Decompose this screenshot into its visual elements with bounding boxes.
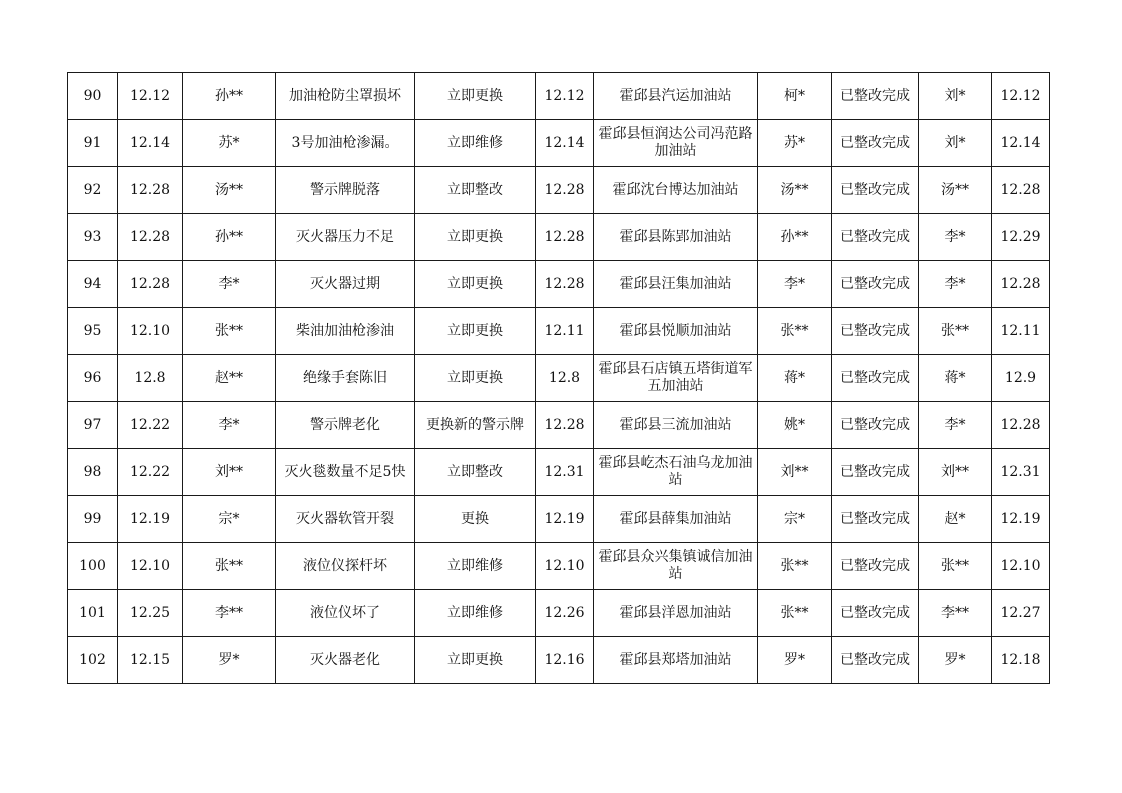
cell-row-number: 98 bbox=[68, 449, 118, 496]
cell-status: 已整改完成 bbox=[832, 355, 919, 402]
cell-measure: 立即维修 bbox=[415, 590, 536, 637]
cell-found-date: 12.14 bbox=[118, 120, 183, 167]
cell-issue: 灭火器压力不足 bbox=[276, 214, 415, 261]
cell-found-date: 12.19 bbox=[118, 496, 183, 543]
cell-measure: 立即维修 bbox=[415, 120, 536, 167]
cell-inspector: 宗* bbox=[183, 496, 276, 543]
cell-row-number: 93 bbox=[68, 214, 118, 261]
cell-status: 已整改完成 bbox=[832, 590, 919, 637]
table-row bbox=[68, 637, 1050, 684]
cell-responsible: 柯* bbox=[758, 73, 832, 120]
cell-verifier: 张** bbox=[919, 543, 992, 590]
cell-inspector: 张** bbox=[183, 308, 276, 355]
table-row bbox=[68, 402, 1050, 449]
cell-row-number: 92 bbox=[68, 167, 118, 214]
cell-station: 霍邱县洋恩加油站 bbox=[594, 590, 758, 637]
cell-station: 霍邱县薛集加油站 bbox=[594, 496, 758, 543]
cell-station: 霍邱县石店镇五塔街道军五加油站 bbox=[594, 355, 758, 402]
cell-deadline: 12.28 bbox=[536, 402, 594, 449]
cell-deadline: 12.8 bbox=[536, 355, 594, 402]
rectification-table bbox=[67, 72, 1050, 684]
cell-done-date: 12.14 bbox=[992, 120, 1050, 167]
cell-responsible: 罗* bbox=[758, 637, 832, 684]
cell-deadline: 12.10 bbox=[536, 543, 594, 590]
cell-done-date: 12.28 bbox=[992, 402, 1050, 449]
cell-deadline: 12.26 bbox=[536, 590, 594, 637]
cell-verifier: 刘* bbox=[919, 120, 992, 167]
table-row bbox=[68, 590, 1050, 637]
cell-station: 霍邱县悦顺加油站 bbox=[594, 308, 758, 355]
cell-deadline: 12.11 bbox=[536, 308, 594, 355]
cell-row-number: 91 bbox=[68, 120, 118, 167]
cell-done-date: 12.31 bbox=[992, 449, 1050, 496]
cell-issue: 液位仪探杆坏 bbox=[276, 543, 415, 590]
cell-station: 霍邱县汪集加油站 bbox=[594, 261, 758, 308]
cell-inspector: 刘** bbox=[183, 449, 276, 496]
cell-station: 霍邱沈台博达加油站 bbox=[594, 167, 758, 214]
table-body bbox=[68, 73, 1050, 684]
cell-station: 霍邱县陈郢加油站 bbox=[594, 214, 758, 261]
cell-deadline: 12.28 bbox=[536, 261, 594, 308]
cell-issue: 灭火器软管开裂 bbox=[276, 496, 415, 543]
cell-deadline: 12.16 bbox=[536, 637, 594, 684]
cell-verifier: 刘* bbox=[919, 73, 992, 120]
cell-deadline: 12.28 bbox=[536, 214, 594, 261]
cell-inspector: 孙** bbox=[183, 73, 276, 120]
cell-found-date: 12.10 bbox=[118, 543, 183, 590]
cell-row-number: 101 bbox=[68, 590, 118, 637]
cell-issue: 加油枪防尘罩损坏 bbox=[276, 73, 415, 120]
cell-measure: 立即更换 bbox=[415, 308, 536, 355]
cell-verifier: 张** bbox=[919, 308, 992, 355]
cell-responsible: 刘** bbox=[758, 449, 832, 496]
cell-responsible: 宗* bbox=[758, 496, 832, 543]
cell-deadline: 12.31 bbox=[536, 449, 594, 496]
cell-measure: 立即整改 bbox=[415, 449, 536, 496]
table-row bbox=[68, 261, 1050, 308]
cell-measure: 立即更换 bbox=[415, 355, 536, 402]
cell-done-date: 12.19 bbox=[992, 496, 1050, 543]
cell-verifier: 李* bbox=[919, 402, 992, 449]
cell-measure: 立即维修 bbox=[415, 543, 536, 590]
cell-responsible: 李* bbox=[758, 261, 832, 308]
table-row bbox=[68, 214, 1050, 261]
cell-row-number: 95 bbox=[68, 308, 118, 355]
table-row bbox=[68, 73, 1050, 120]
cell-station: 霍邱县汽运加油站 bbox=[594, 73, 758, 120]
cell-inspector: 罗* bbox=[183, 637, 276, 684]
table-row bbox=[68, 167, 1050, 214]
cell-status: 已整改完成 bbox=[832, 167, 919, 214]
table-row bbox=[68, 543, 1050, 590]
table-row bbox=[68, 449, 1050, 496]
cell-measure: 立即更换 bbox=[415, 261, 536, 308]
table-row bbox=[68, 308, 1050, 355]
cell-status: 已整改完成 bbox=[832, 120, 919, 167]
cell-measure: 立即更换 bbox=[415, 637, 536, 684]
cell-done-date: 12.29 bbox=[992, 214, 1050, 261]
cell-inspector: 孙** bbox=[183, 214, 276, 261]
table-row bbox=[68, 496, 1050, 543]
table-row bbox=[68, 355, 1050, 402]
cell-row-number: 99 bbox=[68, 496, 118, 543]
cell-inspector: 汤** bbox=[183, 167, 276, 214]
table-row bbox=[68, 120, 1050, 167]
cell-verifier: 李* bbox=[919, 261, 992, 308]
cell-done-date: 12.28 bbox=[992, 167, 1050, 214]
cell-found-date: 12.12 bbox=[118, 73, 183, 120]
cell-found-date: 12.8 bbox=[118, 355, 183, 402]
cell-deadline: 12.14 bbox=[536, 120, 594, 167]
cell-deadline: 12.28 bbox=[536, 167, 594, 214]
cell-station: 霍邱县恒润达公司冯范路加油站 bbox=[594, 120, 758, 167]
cell-row-number: 102 bbox=[68, 637, 118, 684]
cell-issue: 液位仪坏了 bbox=[276, 590, 415, 637]
cell-responsible: 苏* bbox=[758, 120, 832, 167]
cell-done-date: 12.18 bbox=[992, 637, 1050, 684]
cell-status: 已整改完成 bbox=[832, 637, 919, 684]
cell-station: 霍邱县屹杰石油乌龙加油站 bbox=[594, 449, 758, 496]
cell-responsible: 蒋* bbox=[758, 355, 832, 402]
cell-measure: 立即整改 bbox=[415, 167, 536, 214]
cell-station: 霍邱县三流加油站 bbox=[594, 402, 758, 449]
cell-issue: 柴油加油枪渗油 bbox=[276, 308, 415, 355]
cell-status: 已整改完成 bbox=[832, 543, 919, 590]
cell-inspector: 李* bbox=[183, 261, 276, 308]
cell-responsible: 张** bbox=[758, 543, 832, 590]
cell-inspector: 赵** bbox=[183, 355, 276, 402]
cell-issue: 警示牌老化 bbox=[276, 402, 415, 449]
cell-inspector: 李** bbox=[183, 590, 276, 637]
cell-row-number: 96 bbox=[68, 355, 118, 402]
cell-done-date: 12.12 bbox=[992, 73, 1050, 120]
cell-done-date: 12.9 bbox=[992, 355, 1050, 402]
cell-issue: 灭火器老化 bbox=[276, 637, 415, 684]
cell-issue: 灭火毯数量不足5快 bbox=[276, 449, 415, 496]
cell-measure: 更换新的警示牌 bbox=[415, 402, 536, 449]
cell-row-number: 97 bbox=[68, 402, 118, 449]
cell-issue: 3号加油枪渗漏。 bbox=[276, 120, 415, 167]
cell-verifier: 赵* bbox=[919, 496, 992, 543]
cell-station: 霍邱县郑塔加油站 bbox=[594, 637, 758, 684]
cell-row-number: 94 bbox=[68, 261, 118, 308]
cell-measure: 立即更换 bbox=[415, 73, 536, 120]
cell-row-number: 90 bbox=[68, 73, 118, 120]
cell-found-date: 12.22 bbox=[118, 449, 183, 496]
cell-verifier: 汤** bbox=[919, 167, 992, 214]
cell-status: 已整改完成 bbox=[832, 261, 919, 308]
cell-verifier: 蒋* bbox=[919, 355, 992, 402]
cell-inspector: 苏* bbox=[183, 120, 276, 167]
cell-responsible: 张** bbox=[758, 590, 832, 637]
cell-station: 霍邱县众兴集镇诚信加油站 bbox=[594, 543, 758, 590]
rectification-table-container bbox=[67, 72, 1050, 684]
cell-deadline: 12.12 bbox=[536, 73, 594, 120]
cell-status: 已整改完成 bbox=[832, 73, 919, 120]
cell-status: 已整改完成 bbox=[832, 308, 919, 355]
cell-status: 已整改完成 bbox=[832, 449, 919, 496]
cell-inspector: 张** bbox=[183, 543, 276, 590]
cell-status: 已整改完成 bbox=[832, 496, 919, 543]
cell-done-date: 12.11 bbox=[992, 308, 1050, 355]
cell-verifier: 李** bbox=[919, 590, 992, 637]
cell-found-date: 12.15 bbox=[118, 637, 183, 684]
cell-verifier: 李* bbox=[919, 214, 992, 261]
cell-found-date: 12.28 bbox=[118, 167, 183, 214]
cell-responsible: 张** bbox=[758, 308, 832, 355]
cell-inspector: 李* bbox=[183, 402, 276, 449]
cell-status: 已整改完成 bbox=[832, 402, 919, 449]
cell-responsible: 汤** bbox=[758, 167, 832, 214]
cell-measure: 更换 bbox=[415, 496, 536, 543]
cell-deadline: 12.19 bbox=[536, 496, 594, 543]
cell-found-date: 12.28 bbox=[118, 261, 183, 308]
cell-measure: 立即更换 bbox=[415, 214, 536, 261]
cell-found-date: 12.10 bbox=[118, 308, 183, 355]
cell-found-date: 12.22 bbox=[118, 402, 183, 449]
cell-found-date: 12.25 bbox=[118, 590, 183, 637]
cell-verifier: 刘** bbox=[919, 449, 992, 496]
cell-responsible: 姚* bbox=[758, 402, 832, 449]
cell-status: 已整改完成 bbox=[832, 214, 919, 261]
cell-done-date: 12.28 bbox=[992, 261, 1050, 308]
cell-found-date: 12.28 bbox=[118, 214, 183, 261]
cell-issue: 灭火器过期 bbox=[276, 261, 415, 308]
cell-done-date: 12.27 bbox=[992, 590, 1050, 637]
cell-done-date: 12.10 bbox=[992, 543, 1050, 590]
cell-row-number: 100 bbox=[68, 543, 118, 590]
cell-verifier: 罗* bbox=[919, 637, 992, 684]
cell-responsible: 孙** bbox=[758, 214, 832, 261]
cell-issue: 警示牌脱落 bbox=[276, 167, 415, 214]
cell-issue: 绝缘手套陈旧 bbox=[276, 355, 415, 402]
